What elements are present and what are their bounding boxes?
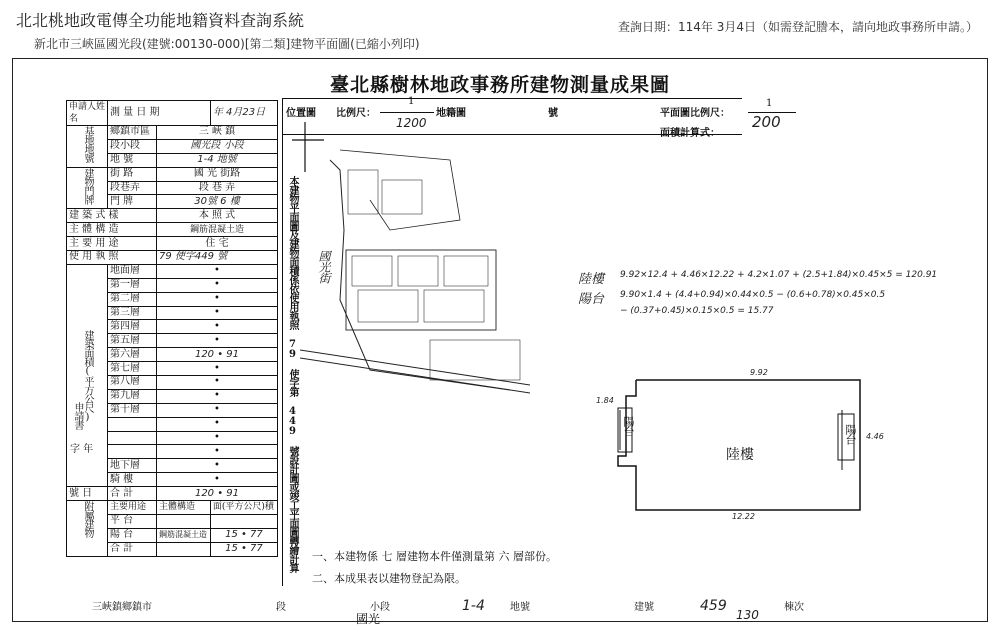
lane-label: 段巷弄 (108, 181, 157, 195)
street-label: 街 路 (108, 167, 157, 181)
bottom-bldg-value: 459 (700, 598, 727, 614)
floor-name: 第一層 (108, 278, 157, 292)
floor-area: • (157, 320, 278, 334)
floor-name: 第八層 (108, 376, 157, 390)
document-title: 臺北縣樹林地政事務所建物測量成果圖 (329, 74, 670, 96)
floor6-label: 陸樓 (726, 447, 754, 463)
use-label: 主 要 用 途 (67, 237, 157, 251)
floor-area: • (157, 445, 278, 459)
calc-floor: 9.92×12.4 + 4.46×12.22 + 4.2×1.07 + (2.5+1.84)×0.45×5 = 120.91 (620, 270, 938, 280)
floor-area: • (157, 334, 278, 348)
floor-name: 騎 樓 (108, 473, 157, 487)
floor-area: • (157, 362, 278, 376)
plan-scale-top: 1 (766, 98, 773, 109)
divider (282, 134, 742, 135)
calc-balcony-1: 9.90×1.4 + (4.4+0.94)×0.44×0.5 − (0.6+0.78)×0.45×0.5 (620, 290, 886, 300)
plan-scale-label: 平面圖比例尺： (660, 108, 730, 119)
bottom-town: 三峽鎮鄉鎮市 (92, 602, 152, 613)
applicant-label: 申請人姓名 (67, 101, 108, 126)
survey-date-value: 年 4月23日 (210, 101, 277, 126)
word-label: 字 年 (70, 444, 94, 455)
door-label: 建物門牌 (67, 167, 108, 209)
lot-label: 地 號 (108, 153, 157, 167)
number-value: 30號 6 樓 (157, 195, 278, 209)
floor-name: 第二層 (108, 292, 157, 306)
number-label-map: 號 (548, 108, 558, 119)
dim-top: 9.92 (750, 368, 768, 377)
balcony-label-left: 陽台 (622, 416, 635, 436)
floor-area: • (157, 389, 278, 403)
attach-use: 陽 台 (108, 528, 157, 542)
attach-area-label: 面(平方公尺)積 (210, 501, 277, 515)
bottom-bldg-label: 建號 (634, 602, 654, 613)
floor-name: 第十層 (108, 403, 157, 417)
section-value: 國光段 小段 (157, 139, 278, 153)
style-value: 本 照 式 (157, 209, 278, 223)
floor-area: • (157, 431, 278, 445)
balcony-label-right: 陽台 (844, 424, 857, 444)
system-title: 北北桃地政電傳全功能地籍資料查詢系統 (16, 11, 305, 30)
cadastral-sketch (300, 140, 530, 400)
attach-use-label: 主要用途 (108, 501, 157, 515)
floor-area: • (157, 292, 278, 306)
floor-area: • (157, 459, 278, 473)
floor-name: 地下層 (108, 459, 157, 473)
floor-area: • (157, 417, 278, 431)
attach-area: 15 • 77 (210, 528, 277, 542)
dim-left: 1.84 (596, 396, 614, 405)
number-label: 門 牌 (108, 195, 157, 209)
use-value: 住 宅 (157, 237, 278, 251)
floor-name: 第四層 (108, 320, 157, 334)
building-info-table (66, 100, 278, 557)
scale-bottom: 1200 (396, 116, 427, 130)
plan-scale-bottom: 200 (752, 113, 781, 131)
divider (282, 98, 742, 99)
note-2: 二、本成果表以建物登記為限。 (312, 572, 466, 585)
survey-date-label: 測 量 日 期 (108, 101, 211, 126)
floor-area: • (157, 306, 278, 320)
section-label: 段小段 (108, 139, 157, 153)
total-label: 合 計 (108, 487, 157, 501)
lane-value: 段 巷 弄 (157, 181, 278, 195)
vertical-note: 本建物平面圖及建物面積係依使用執照 79 使字第 449 號設計圖或竣工平面圖轉繪計算 (287, 176, 298, 572)
bottom-section: 段 (276, 602, 286, 613)
floor-area: • (157, 264, 278, 278)
document-subtitle: 新北市三峽區國光段(建號:00130-000)[第二類]建物平面圖(已縮小列印) (34, 37, 420, 51)
position-label: 位置圖 (286, 108, 316, 119)
town-value: 三 峽 鎮 (157, 126, 278, 140)
floor-name: 第五層 (108, 334, 157, 348)
floor-name: 第七層 (108, 362, 157, 376)
road-label: 國光街 (317, 250, 331, 283)
floor-name (108, 445, 157, 459)
floor-name: 第九層 (108, 389, 157, 403)
floor-area: • (157, 278, 278, 292)
attach-struct: 鋼筋混凝土造 (157, 528, 211, 542)
bottom-lot: 1-4 (462, 598, 485, 614)
attach-total-label: 合 計 (108, 542, 157, 556)
dim-bottom: 12.22 (732, 512, 755, 521)
bottom-copy-label: 棟次 (784, 602, 804, 613)
attach-label: 附屬建物 (67, 501, 108, 557)
scale-label: 比例尺： (336, 108, 376, 119)
floor-area: • (157, 473, 278, 487)
divider (282, 98, 283, 586)
floor-name: 地面層 (108, 264, 157, 278)
attach-use: 平 台 (108, 514, 157, 528)
area-calc-label: 面積計算式： (660, 128, 720, 139)
scale-rule (380, 112, 434, 113)
street-value: 國 光 街路 (157, 167, 278, 181)
dim-right: 4.46 (866, 432, 884, 441)
attach-area (210, 514, 277, 528)
attach-struct (157, 514, 211, 528)
area-side-label: 建築面積(平方公尺) (67, 264, 108, 486)
floor-name (108, 417, 157, 431)
floor-name (108, 431, 157, 445)
floor-area: • (157, 376, 278, 390)
query-date: 查詢日期：114年 3月4日（如需登記謄本，請向地政事務所申請。） (618, 20, 978, 34)
permit-value: 79 使字449 號 (157, 251, 278, 265)
bottom-lot-label: 地號 (510, 602, 530, 613)
no-date-label: 號 日 (67, 487, 108, 501)
calc-floor-label: 陸樓 (578, 272, 605, 287)
cadastral-label: 地籍圖 (436, 108, 466, 119)
lot-value: 1-4 地號 (157, 153, 278, 167)
town-label: 鄉鎮市區 (108, 126, 157, 140)
bottom-sub-value: 國光 (356, 612, 381, 626)
calc-balcony-label: 陽台 (578, 292, 605, 307)
note-1: 一、本建物係 七 層建物本件僅測量第 六 層部份。 (312, 550, 557, 563)
attach-struct-label: 主體構造 (157, 501, 211, 515)
floor-name: 第三層 (108, 306, 157, 320)
bottom-bldg-value-2: 130 (736, 608, 759, 622)
style-label: 建 築 式 樣 (67, 209, 157, 223)
permit-label: 使 用 執 照 (67, 251, 157, 265)
structure-value: 鋼筋混凝土造 (157, 223, 278, 237)
bottom-subsection: 小段 (370, 602, 390, 613)
attach-total-value: 15 • 77 (210, 542, 277, 556)
apply-label: 申請書 (72, 402, 83, 429)
structure-label: 主 體 構 造 (67, 223, 157, 237)
floor-area: 120 • 91 (157, 348, 278, 362)
total-value: 120 • 91 (157, 487, 278, 501)
floor-area: • (157, 403, 278, 417)
floor-name: 第六層 (108, 348, 157, 362)
base-lot-label: 基地地號 (67, 126, 108, 168)
scale-top: 1 (408, 96, 415, 107)
calc-balcony-2: − (0.37+0.45)×0.15×0.5 = 15.77 (620, 306, 774, 316)
